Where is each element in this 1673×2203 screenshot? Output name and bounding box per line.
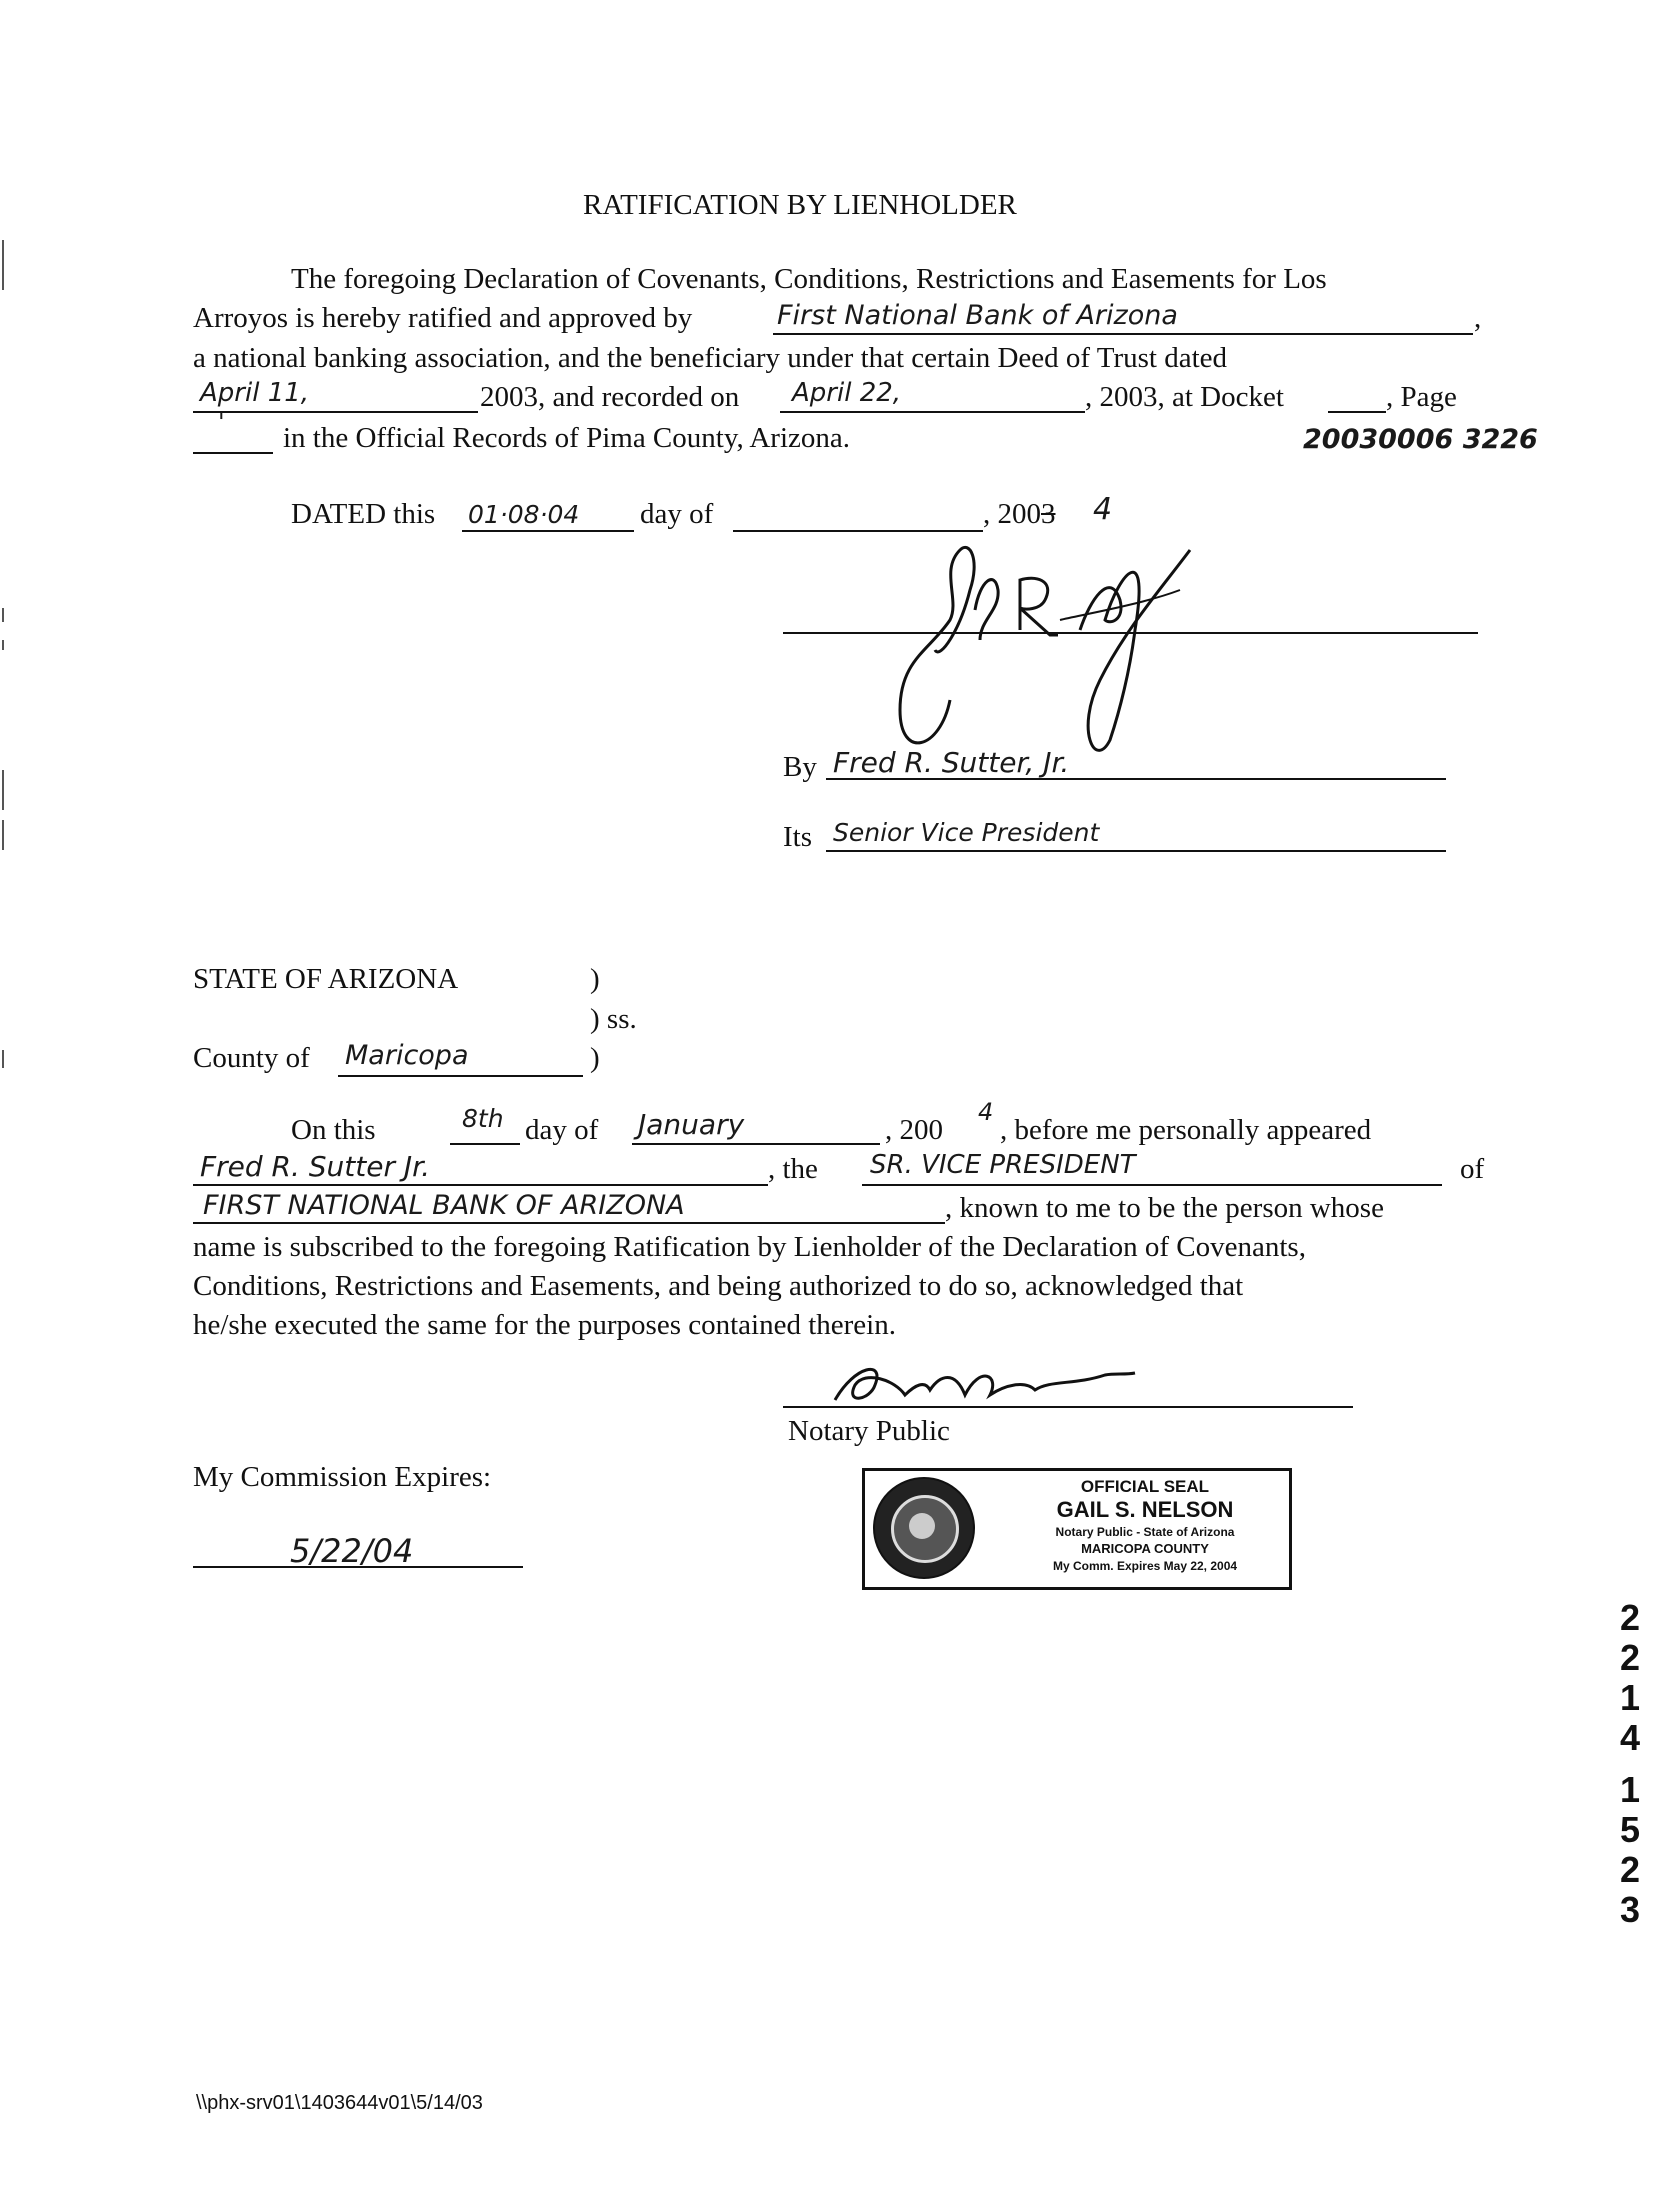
trust-date-blank bbox=[193, 411, 478, 413]
recorded-label: 2003, and recorded on bbox=[480, 381, 740, 413]
approved-by-handwriting: First National Bank of Arizona bbox=[777, 300, 1178, 331]
its-handwriting: Senior Vice President bbox=[833, 818, 1100, 847]
commission-label: My Commission Expires: bbox=[193, 1461, 492, 1493]
county-handwriting: Maricopa bbox=[345, 1040, 469, 1071]
ack-line-6: he/she executed the same for the purposes contained therein. bbox=[193, 1309, 896, 1341]
ack-bank-handwriting: FIRST NATIONAL BANK OF ARIZONA bbox=[203, 1190, 685, 1221]
its-label: Its bbox=[783, 821, 812, 853]
ack-name-blank bbox=[193, 1184, 768, 1186]
notary-public-label: Notary Public bbox=[788, 1415, 950, 1447]
scan-mark bbox=[2, 1050, 4, 1068]
notary-signature-line bbox=[783, 1406, 1353, 1408]
by-handwriting: Fred R. Sutter, Jr. bbox=[833, 746, 1070, 779]
ack-name-handwriting: Fred R. Sutter Jr. bbox=[200, 1150, 430, 1183]
dated-year-struck: 3 bbox=[1041, 498, 1056, 530]
its-blank bbox=[826, 850, 1446, 852]
ack-day-blank bbox=[450, 1143, 520, 1145]
ack-day-handwriting: 8th bbox=[462, 1104, 504, 1133]
seal-line-2: GAIL S. NELSON bbox=[1056, 1497, 1234, 1522]
by-blank bbox=[826, 778, 1446, 780]
seal-emblem-center bbox=[909, 1513, 935, 1539]
dated-label: DATED this bbox=[291, 498, 436, 530]
docket-number-handwriting: 20030006 3226 bbox=[1303, 424, 1538, 455]
seal-line-5: My Comm. Expires May 22, 2004 bbox=[1052, 1559, 1238, 1573]
signature-line bbox=[783, 632, 1478, 634]
approved-by-blank bbox=[773, 333, 1473, 335]
ack-year-prefix: , 200 bbox=[885, 1114, 943, 1146]
scan-mark bbox=[2, 770, 4, 810]
ack-month-blank bbox=[632, 1143, 880, 1145]
trust-date-handwriting: April 11, bbox=[200, 378, 310, 408]
ack-year-handwriting: 4 bbox=[978, 1098, 994, 1126]
recorded-date-handwriting: April 22, bbox=[792, 378, 902, 408]
ack-title-blank bbox=[862, 1184, 1442, 1186]
docket-label: , 2003, at Docket bbox=[1085, 381, 1284, 413]
intro-line-5: in the Official Records of Pima County, Arizona. bbox=[283, 422, 851, 454]
page-label: , Page bbox=[1386, 381, 1457, 413]
ack-known-to-me: , known to me to be the person whose bbox=[945, 1192, 1384, 1224]
seal-line-3: Notary Public - State of Arizona bbox=[1055, 1525, 1235, 1539]
approved-by-label: Arroyos is hereby ratified and approved by bbox=[193, 302, 693, 334]
state-paren: ) bbox=[590, 963, 600, 995]
intro-line-1: The foregoing Declaration of Covenants, Conditions, Restrictions and Easements for Los bbox=[291, 263, 1327, 295]
intro-comma: , bbox=[1474, 302, 1482, 334]
notary-seal bbox=[862, 1468, 1292, 1590]
dated-year-prefix: , 200 bbox=[983, 498, 1041, 530]
ack-appeared: , before me personally appeared bbox=[1000, 1114, 1372, 1146]
seal-line-1: OFFICIAL SEAL bbox=[1080, 1477, 1210, 1496]
seal-emblem bbox=[873, 1477, 975, 1579]
scan-mark bbox=[2, 820, 4, 850]
dated-day-of: day of bbox=[640, 498, 714, 530]
ack-month-handwriting: January bbox=[638, 1108, 745, 1141]
side-stamp-top-text: 2 2 1 4 bbox=[1619, 1597, 1641, 1758]
intro-line-3: a national banking association, and the beneficiary under that certain Deed of Trust dated bbox=[193, 342, 1228, 374]
lienholder-signature bbox=[880, 510, 1220, 770]
commission-blank bbox=[193, 1566, 523, 1568]
page-number-handwriting: ' bbox=[218, 408, 225, 436]
ack-of-label: of bbox=[1460, 1153, 1485, 1185]
side-stamp-top bbox=[1610, 1598, 1650, 1758]
ack-the-label: , the bbox=[768, 1153, 818, 1185]
side-stamp-bottom-text: 1 5 2 3 bbox=[1619, 1769, 1641, 1930]
ack-line-5: Conditions, Restrictions and Easements, and being authorized to do so, acknowledged that bbox=[193, 1270, 1244, 1302]
county-paren: ) bbox=[590, 1042, 600, 1074]
seal-line-4: MARICOPA COUNTY bbox=[1081, 1541, 1209, 1556]
dated-day-handwriting: 01·08·04 bbox=[468, 500, 580, 529]
docket-blank bbox=[1328, 411, 1386, 413]
scan-mark bbox=[2, 608, 4, 622]
county-blank bbox=[338, 1075, 583, 1077]
ack-day-of: day of bbox=[525, 1114, 599, 1146]
scan-mark bbox=[2, 240, 4, 290]
commission-date-handwriting: 5/22/04 bbox=[290, 1532, 414, 1570]
page-title: RATIFICATION BY LIENHOLDER bbox=[583, 189, 1017, 221]
by-label: By bbox=[783, 751, 817, 783]
recorded-date-blank bbox=[780, 411, 1085, 413]
ack-title-handwriting: SR. VICE PRESIDENT bbox=[870, 1150, 1136, 1180]
county-label: County of bbox=[193, 1042, 310, 1074]
footer-path: \\phx-srv01\1403644v01\5/14/03 bbox=[196, 2092, 483, 2114]
state-label: STATE OF ARIZONA bbox=[193, 963, 459, 995]
side-stamp-bottom bbox=[1610, 1770, 1650, 1930]
scan-mark bbox=[2, 640, 4, 650]
intro-line-2 bbox=[193, 301, 692, 335]
dated-year-handwriting: 4 bbox=[1093, 492, 1113, 527]
ack-line-4: name is subscribed to the foregoing Ratification by Lienholder of the Declaration of Covenants, bbox=[193, 1231, 1306, 1263]
page-number-blank bbox=[193, 452, 273, 454]
ss-label: ) ss. bbox=[590, 1003, 637, 1035]
ack-bank-blank bbox=[193, 1222, 945, 1224]
dated-day-blank bbox=[462, 530, 634, 532]
ack-on-this: On this bbox=[291, 1114, 376, 1146]
